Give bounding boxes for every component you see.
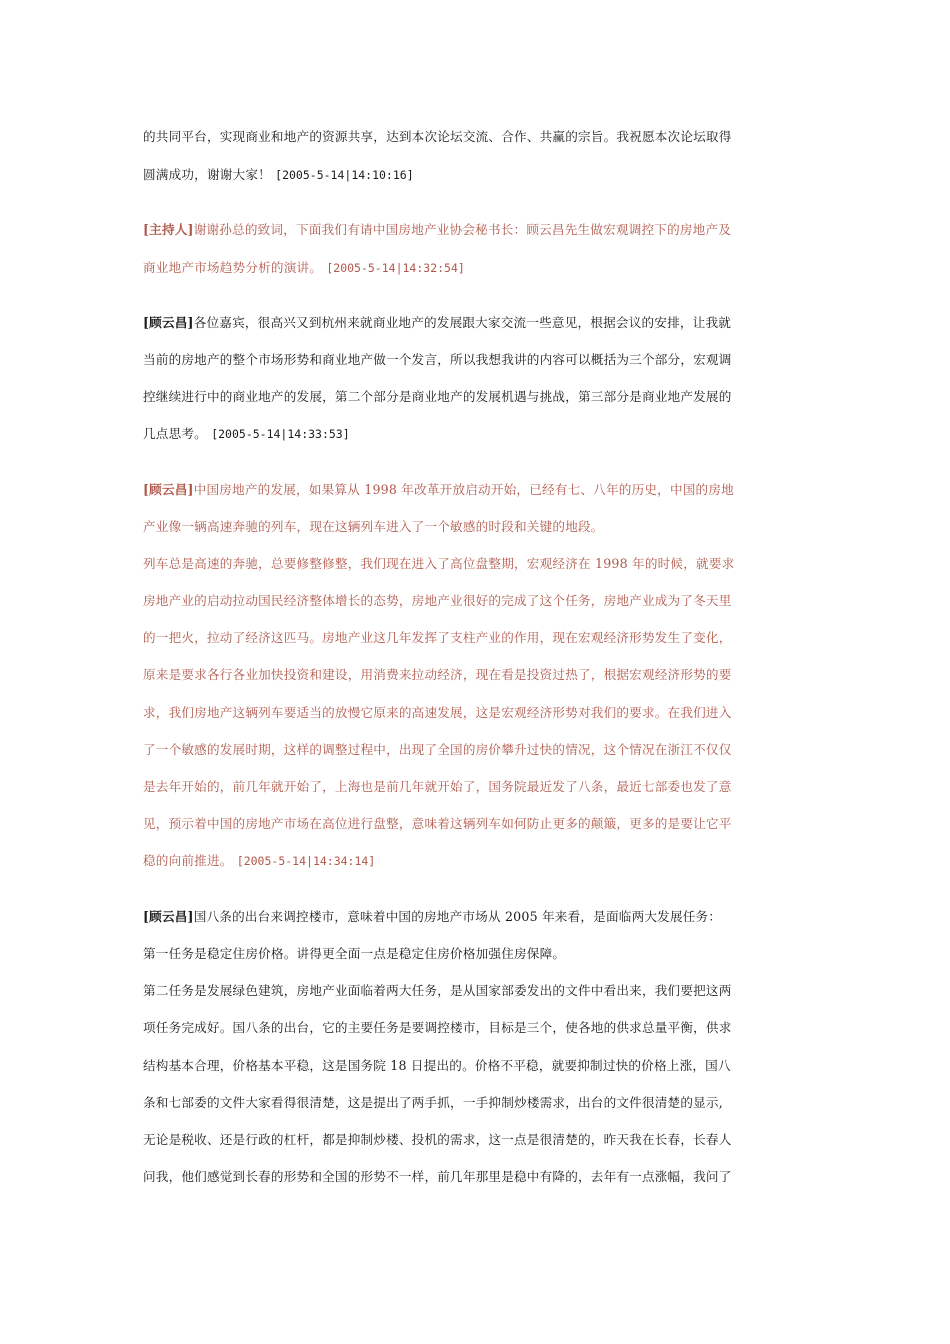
speaker-label: [主持人]	[143, 222, 194, 237]
text-line: 求，我们房地产这辆列车要适当的放慢它原来的高速发展，这是宏观经济形势对我们的要求。在我们进入	[143, 705, 732, 720]
text-line: 控继续进行中的商业地产的发展，第二个部分是商业地产的发展机遇与挑战，第三部分是商业地产发展的	[143, 389, 732, 404]
text-line: 几点思考。 [2005-5-14|14:33:53]	[143, 426, 350, 441]
text-line: 原来是要求各行各业加快投资和建设，用消费来拉动经济，现在看是投资过热了，根据宏观经济形势的要	[143, 667, 732, 682]
timestamp: [2005-5-14|14:34:14]	[236, 854, 376, 868]
text-line: [顾云昌]中国房地产的发展，如果算从 1998 年改革开放启动开始，已经有七、八年的历史，中国的房地	[143, 482, 734, 497]
text-line: 问我，他们感觉到长春的形势和全国的形势不一样，前几年那里是稳中有降的，去年有一点涨幅，我问了	[143, 1169, 732, 1184]
text-line: 的一把火，拉动了经济这匹马。房地产业这几年发挥了支柱产业的作用，现在宏观经济形势发生了变化，	[143, 630, 732, 645]
text-line: 见，预示着中国的房地产市场在高位进行盘整，意味着这辆列车如何防止更多的颠簸，更多的是要让它平	[143, 816, 732, 831]
text-line: 项任务完成好。国八条的出台，它的主要任务是要调控楼市，目标是三个，使各地的供求总量平衡，供求	[143, 1020, 732, 1035]
text-line: 无论是税收、还是行政的杠杆，都是抑制炒楼、投机的需求，这一点是很清楚的，昨天我在长春，长春人	[143, 1132, 732, 1147]
text-line: [主持人]谢谢孙总的致词，下面我们有请中国房地产业协会秘书长：顾云昌先生做宏观调控下的房地产及	[143, 222, 732, 237]
text-line: 了一个敏感的发展时期，这样的调整过程中，出现了全国的房价攀升过快的情况，这个情况在浙江不仅仅	[143, 742, 732, 757]
text-line: 结构基本合理，价格基本平稳，这是国务院 18 日提出的。价格不平稳，就要抑制过快的价格上涨，国八	[143, 1058, 731, 1073]
text-line: 商业地产市场趋势分析的演讲。 [2005-5-14|14:32:54]	[143, 260, 465, 275]
timestamp: [2005-5-14|14:10:16]	[275, 168, 414, 182]
text-line: 是去年开始的，前几年就开始了，上海也是前几年就开始了，国务院最近发了八条，最近七部委也发了意	[143, 779, 732, 794]
text-line: 第一任务是稳定住房价格。讲得更全面一点是稳定住房价格加强住房保障。	[143, 946, 566, 961]
text-line: 第二任务是发展绿色建筑，房地产业面临着两大任务，是从国家部委发出的文件中看出来，我们要把这两	[143, 983, 732, 998]
text-line: 当前的房地产的整个市场形势和商业地产做一个发言，所以我想我讲的内容可以概括为三个部分，宏观调	[143, 352, 732, 367]
speaker-label: [顾云昌]	[143, 315, 194, 330]
text-line: 房地产业的启动拉动国民经济整体增长的态势，房地产业很好的完成了这个任务，房地产业成为了冬天里	[143, 593, 732, 608]
text-line: 圆满成功，谢谢大家！ [2005-5-14|14:10:16]	[143, 167, 414, 182]
text-line: [顾云昌]各位嘉宾，很高兴又到杭州来就商业地产的发展跟大家交流一些意见，根据会议的安排，让我就	[143, 315, 732, 330]
speaker-label: [顾云昌]	[143, 909, 194, 924]
text-line: 条和七部委的文件大家看得很清楚，这是提出了两手抓，一手抑制炒楼需求，出台的文件很清楚的显示,	[143, 1095, 723, 1110]
timestamp: [2005-5-14|14:32:54]	[326, 261, 465, 275]
text-line: 稳的向前推进。 [2005-5-14|14:34:14]	[143, 853, 376, 868]
timestamp: [2005-5-14|14:33:53]	[211, 427, 350, 441]
speaker-label: [顾云昌]	[143, 482, 194, 497]
text-line: 的共同平台，实现商业和地产的资源共享，达到本次论坛交流、合作、共赢的宗旨。我祝愿本次论坛取得	[143, 129, 732, 144]
text-line: 列车总是高速的奔驰，总要修整修整，我们现在进入了高位盘整期，宏观经济在 1998 年的时候，就要求	[143, 556, 735, 571]
text-line: [顾云昌]国八条的出台来调控楼市，意味着中国的房地产市场从 2005 年来看，是面临两大发展任务：	[143, 909, 722, 924]
text-line: 产业像一辆高速奔驰的列车，现在这辆列车进入了一个敏感的时段和关键的地段。	[143, 519, 604, 534]
